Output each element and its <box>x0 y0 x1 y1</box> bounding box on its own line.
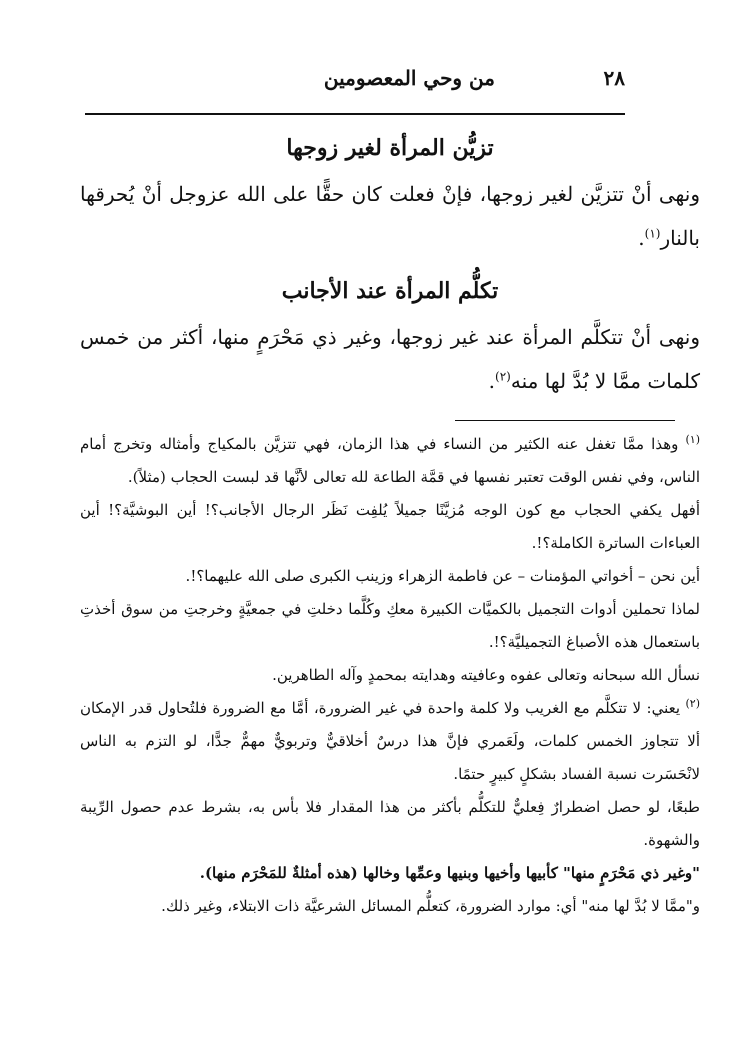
footnote-reference: (٢) <box>495 369 511 384</box>
sentence-end: . <box>488 369 496 393</box>
footnote-paragraph: أين نحن – أخواتي المؤمنات – عن فاطمة الزهراء وزينب الكبرى صلى الله عليهما؟!. <box>185 567 700 585</box>
section-title-adornment: تزيُّن المرأة لغير زوجها <box>286 135 494 161</box>
footnote-rule <box>455 420 675 421</box>
footnote-paragraph: أفهل يكفي الحجاب مع كون الوجه مُزيَّنًا جميلاً يُلفِت نَظَر الرجال الأجانب؟! أين البوشيَّة؟! أين العباءات الساترة الكاملة؟!. <box>80 501 700 552</box>
footnote-mark: (٢) <box>685 697 700 710</box>
footnote-paragraph: نسأل الله سبحانه وتعالى عفوه وعافيته وهدايته بمحمدٍ وآله الطاهرين. <box>272 666 700 684</box>
footnote-text: يعني: لا تتكلَّم مع الغريب ولا كلمة واحدة في غير الضرورة، أمَّا مع الضرورة فلتُحاول قدر الإمكان ألا تتجاوز الخمس كلمات، ولَعَمري فإنَّ هذا درسٌ أخلاقيٌّ وتربويٌّ مهمٌّ جدًّا، لو التزم به الناس لانْحَسَرت نسبة الفساد بشكلٍ كبيرٍ حتمًا. <box>80 699 700 783</box>
page-number: ٢٨ <box>603 66 625 90</box>
footnote-text: وهذا ممَّا تغفل عنه الكثير من النساء في هذا الزمان، فهي تتزيَّن بالمكياج وأمثاله وتخرج أمام الناس، وفي نفس الوقت تعتبر نفسها في قمَّة الطاعة لله تعالى لأنَّها قد لبست الحجاب (مثلاً). <box>80 435 700 486</box>
footnote-paragraph <box>80 692 700 791</box>
footnotes <box>80 428 700 923</box>
section-body: ونهى أنْ تتزيَّن لغير زوجها، فإنْ فعلت كان حقًّا على الله عزوجل أنْ يُحرقها بالنار <box>80 182 700 250</box>
header-rule <box>85 113 625 115</box>
footnote-mark: (١) <box>685 433 700 446</box>
footnote-reference: (١) <box>644 226 661 241</box>
section-text-speech <box>80 315 700 403</box>
footnote-paragraph: طبعًا، لو حصل اضطرارٌ فِعليٌّ للتكلُّم بأكثر من هذا المقدار فلا بأس به، بشرط عدم حصول الرِّيبة والشهوة. <box>80 798 700 849</box>
section-body: ونهى أنْ تتكلَّم المرأة عند غير زوجها، وغير ذي مَحْرَمٍ منها، أكثر من خمس كلمات ممَّا لا بُدَّ لها منه <box>80 325 700 393</box>
footnote-paragraph: لماذا تحملين أدوات التجميل بالكميَّات الكبيرة معكِ وكُلَّما دخلتِ في جمعيَّةٍ وخرجتِ من سوق أخذتِ باستعمال هذه الأصباغ التجميليَّة؟!. <box>80 600 700 651</box>
footnote-paragraph <box>80 428 700 494</box>
footnote-paragraph: و"ممَّا لا بُدَّ لها منه" أي: موارد الضرورة، كتعلُّم المسائل الشرعيَّة ذات الابتلاء، وغير ذلك. <box>161 897 700 915</box>
section-text-adornment <box>80 172 700 260</box>
section-title-speech: تكلُّم المرأة عند الأجانب <box>281 278 499 304</box>
footnote-paragraph: "وغير ذي مَحْرَمٍ منها" كأبيها وأخيها وبنيها وعمِّها وخالها (هذه أمثلةٌ للمَحْرَم منها). <box>199 864 700 882</box>
running-title: من وحي المعصومين <box>323 66 495 90</box>
sentence-end: . <box>638 226 645 250</box>
page-header <box>85 60 625 100</box>
